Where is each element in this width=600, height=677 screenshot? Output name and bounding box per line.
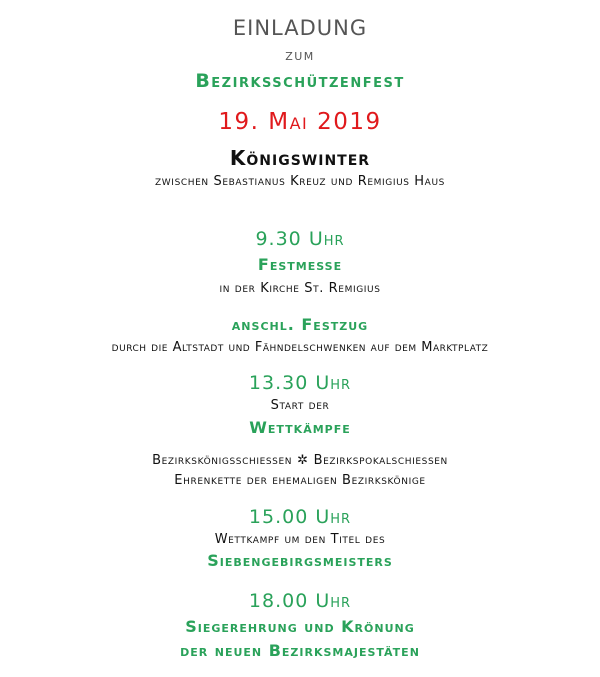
invitation-heading: EINLADUNG xyxy=(232,16,368,40)
competitions-events xyxy=(0,454,600,467)
event-location: zwischen Sebastianus Kreuz und Remigius Haus xyxy=(155,174,445,189)
championship-time: 15.00 Uhr xyxy=(248,506,352,528)
championship-intro: Wettkampf um den Titel des xyxy=(214,532,386,547)
event-city: Königswinter xyxy=(229,146,371,170)
event-date: 19. Mai 2019 xyxy=(218,109,382,135)
competition-item-koenig: Bezirkskönigsschiessen xyxy=(152,453,293,468)
mass-title: Festmesse xyxy=(257,255,343,274)
competitions-title: Wettkämpfe xyxy=(249,418,351,437)
ceremony-title-line-1: Siegerehrung und Krönung xyxy=(185,617,415,636)
competition-item-kette: Ehrenkette der ehemaligen Bezirkskönige xyxy=(174,473,426,488)
competition-item-pokal: Bezirkspokalschiessen xyxy=(313,453,448,468)
championship-title: Siebengebirgsmeisters xyxy=(207,551,393,570)
mass-time: 9.30 Uhr xyxy=(255,228,345,250)
parade-title: anschl. Festzug xyxy=(231,315,369,334)
event-name: Bezirksschützenfest xyxy=(195,70,405,92)
competitions-intro: Start der xyxy=(270,398,330,413)
star-separator-icon: ✲ xyxy=(297,453,309,468)
ceremony-title-line-2: der neuen Bezirksmajestäten xyxy=(180,641,420,660)
competitions-time: 13.30 Uhr xyxy=(248,372,352,394)
ceremony-time: 18.00 Uhr xyxy=(248,590,352,612)
parade-description: durch die Altstadt und Fähndelschwenken auf dem Marktplatz xyxy=(111,340,489,355)
mass-place: in der Kirche St. Remigius xyxy=(219,281,381,296)
connector-text: zum xyxy=(285,46,315,64)
